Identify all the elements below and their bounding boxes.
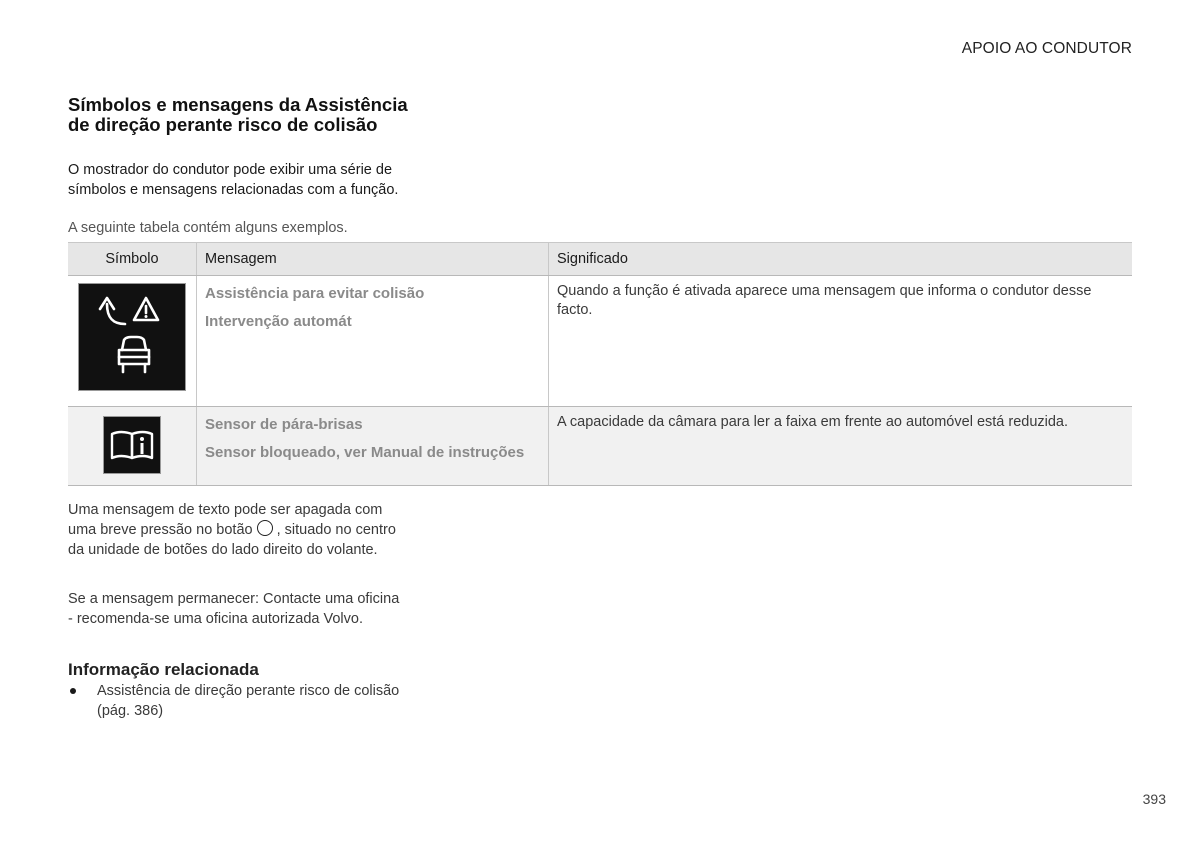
related-info-item[interactable] <box>68 681 403 721</box>
body-paragraph-text: , situado no centro da unidade de botões do lado direito do volante. <box>68 522 396 558</box>
intro-text: O mostrador do condutor pode exibir uma série de símbolos e mensagens relacionadas com a função. <box>68 162 399 198</box>
section-title: Símbolos e mensagens da Assistência de direção perante risco de colisão <box>68 94 408 135</box>
steering-collision-warning-icon <box>78 283 186 391</box>
table-row <box>68 407 1132 486</box>
meaning-cell: Quando a função é ativada aparece uma mensagem que informa o condutor desse facto. <box>549 276 1133 407</box>
round-button-icon <box>257 520 273 536</box>
related-info-list <box>68 681 403 721</box>
message-text: Intervenção automát <box>205 313 352 330</box>
symbol-cell <box>68 276 197 407</box>
body-paragraph <box>68 500 403 560</box>
column-header-symbol: Símbolo <box>68 243 197 276</box>
message-text: Sensor de pára-brisas <box>205 416 363 433</box>
body-paragraph: Se a mensagem permanecer: Contacte uma oficina - recomenda-se uma oficina autorizada Volvo. <box>68 591 400 627</box>
message-cell <box>197 276 549 407</box>
related-info-title: Informação relacionada <box>68 660 259 679</box>
table-row <box>68 276 1132 407</box>
column-header-meaning: Significado <box>549 243 1133 276</box>
manual-info-book-icon <box>103 416 161 474</box>
page-number: 393 <box>1142 791 1166 807</box>
header-title: APOIO AO CONDUTOR <box>961 40 1132 57</box>
message-cell <box>197 407 549 486</box>
symbols-table <box>68 242 1132 486</box>
intro-subtext: A seguinte tabela contém alguns exemplos. <box>68 220 348 236</box>
bullet-icon <box>70 688 76 694</box>
message-text: Sensor bloqueado, ver Manual de instruções <box>205 444 525 461</box>
table-header-row <box>68 243 1132 276</box>
meaning-cell: A capacidade da câmara para ler a faixa em frente ao automóvel está reduzida. <box>549 407 1133 486</box>
message-text: Assistência para evitar colisão <box>205 285 425 302</box>
column-header-message: Mensagem <box>197 243 549 276</box>
body-paragraph-text: Uma mensagem de texto pode ser apagada com uma breve pressão no botão <box>68 502 383 538</box>
related-info-link[interactable]: Assistência de direção perante risco de colisão (pág. 386) <box>97 683 400 719</box>
symbol-cell <box>68 407 197 486</box>
